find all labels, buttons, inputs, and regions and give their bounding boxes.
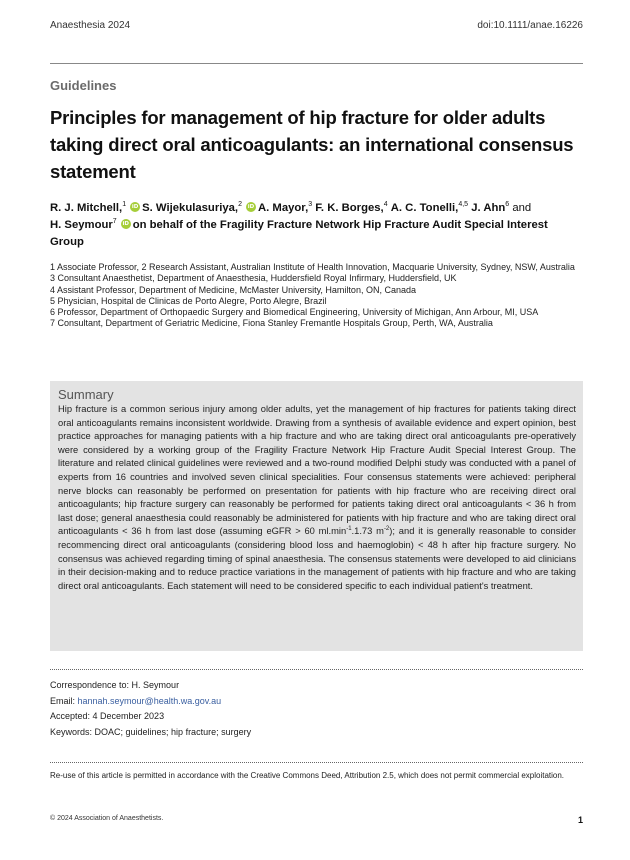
affiliation-line: 1 Associate Professor, 2 Research Assistant, Australian Institute of Health Innovation, Macquarie University, Sydney, NSW, Australia bbox=[50, 262, 575, 272]
affiliation-line: 6 Professor, Department of Orthopaedic Surgery and Biomedical Engineering, University of Michigan, Ann Arbour, MI, USA bbox=[50, 307, 539, 318]
page-footer bbox=[50, 815, 583, 825]
header-divider bbox=[50, 63, 583, 64]
page-number: 1 bbox=[577, 815, 583, 825]
affiliation-ref: 7 bbox=[112, 218, 117, 226]
orcid-icon[interactable]: iD bbox=[131, 204, 139, 211]
author-name: J. Ahn bbox=[471, 202, 506, 214]
superscript: -2 bbox=[383, 526, 390, 533]
summary-text-part: ); and it is generally reasonable to consider recommencing direct oral anticoagulants (considering blood loss and haemoglobin) < 48 h after hip fracture surgery. No consensus was achieved regarding timing of spinal anaesthesia. The consensus statements were developed to aid clinicians in their decision-making and to reduce practice variations in the management of patients with hip fracture and who are taking direct oral anticoagulants. Each statement will need to be considered specific to each individual patient's treatment. bbox=[58, 526, 576, 591]
license-note: Re-use of this article is permitted in accordance with the Creative Commons Deed, Attribution 2.5, which does not permit commercial exploitation. bbox=[50, 771, 565, 780]
affiliation-line: 5 Physician, Hospital de Clinicas de Porto Alegre, Porto Alegre, Brazil bbox=[50, 295, 327, 306]
doi[interactable]: doi:10.1111/anae.16226 bbox=[477, 20, 583, 31]
orcid-icon[interactable]: iD bbox=[247, 204, 255, 211]
author-name: F. K. Borges, bbox=[315, 202, 384, 214]
dotted-divider bbox=[50, 762, 583, 763]
affiliation-line: 7 Consultant, Department of Geriatric Medicine, Fiona Stanley Fremantle Hospitals Group, Perth, WA, Australia bbox=[50, 318, 493, 329]
correspondence-line: Correspondence to: H. Seymour bbox=[50, 680, 180, 690]
affiliation-ref: 1 bbox=[122, 201, 127, 209]
affiliation-line: 4 Assistant Professor, Department of Medicine, McMaster University, Hamilton, ON, Canada bbox=[50, 284, 416, 295]
summary-text-part: Hip fracture is a common serious injury among older adults, yet the management of hip fractures for patients taking direct oral anticoagulants remains inconsistent worldwide. Drawing from a synthesis of available evidence and expert opinion, best practice approaches for managing patients with a hip fracture and who are taking direct oral anticoagulants pre-operatively were considered by a working group of the Fragility Fracture Network Hip Fracture Audit Special Interest Group. The literature and related clinical guidelines were reviewed and a two-round modified Delphi study was conducted with a panel of experts from 16 countries and involved seven clinical specialities. Four consensus statements were achieved: peripheral nerve blocks can reasonably be performed on presentation for patients with hip fracture who are receiving direct oral anticoagulants; hip fracture surgery can reasonably be performed for patients taking direct oral anticoagulants < 36 h from last dose; general anaesthesia could reasonably be administered for patients with hip fracture and who are taking direct oral anticoagulants < 36 h from last dose (assuming eGFR > 60 ml.min bbox=[58, 404, 576, 537]
summary-text-part: .1.73 m bbox=[351, 526, 384, 537]
author-list bbox=[50, 200, 583, 251]
affiliation-ref: 4,5 bbox=[458, 201, 469, 209]
copyright: © 2024 Association of Anaesthetists. bbox=[50, 815, 164, 822]
affiliations bbox=[50, 262, 583, 330]
section-label: Guidelines bbox=[50, 78, 117, 93]
conjunction: and bbox=[509, 202, 532, 214]
article-title: Principles for management of hip fracture for older adults taking direct oral anticoagulants: an international consensus statement bbox=[50, 107, 574, 182]
summary-box bbox=[50, 381, 583, 651]
orcid-icon[interactable]: iD bbox=[122, 221, 129, 228]
affiliation-ref: 6 bbox=[505, 201, 510, 209]
author-name: H. Seymour bbox=[50, 219, 113, 231]
email-label: Email: bbox=[50, 695, 78, 706]
summary-text bbox=[58, 403, 576, 593]
email-link[interactable]: hannah.seymour@health.wa.gov.au bbox=[77, 695, 222, 706]
affiliation-ref: 4 bbox=[383, 201, 388, 209]
affiliation-ref: 3 bbox=[308, 201, 313, 209]
keywords: Keywords: DOAC; guidelines; hip fracture; surgery bbox=[50, 726, 252, 737]
accepted-date: Accepted: 4 December 2023 bbox=[50, 711, 165, 721]
journal-name: Anaesthesia 2024 bbox=[50, 20, 131, 31]
author-name: A. C. Tonelli, bbox=[390, 202, 459, 214]
summary-heading: Summary bbox=[58, 387, 114, 402]
author-name: A. Mayor, bbox=[257, 202, 309, 214]
email-line bbox=[50, 694, 583, 710]
superscript: -1 bbox=[346, 526, 352, 533]
dotted-divider bbox=[50, 669, 583, 670]
author-group: on behalf of the Fragility Fracture Network Hip Fracture Audit Special Interest Group bbox=[50, 219, 548, 248]
affiliation-line: 3 Consultant Anaesthetist, Department of Anaesthesia, Huddersfield Royal Infirmary, Huddersfield, UK bbox=[50, 273, 457, 284]
author-name: R. J. Mitchell, bbox=[50, 202, 123, 214]
author-name: S. Wijekulasuriya, bbox=[142, 202, 239, 214]
correspondence-block bbox=[50, 678, 583, 740]
running-header bbox=[50, 20, 583, 34]
affiliation-ref: 2 bbox=[238, 201, 242, 209]
